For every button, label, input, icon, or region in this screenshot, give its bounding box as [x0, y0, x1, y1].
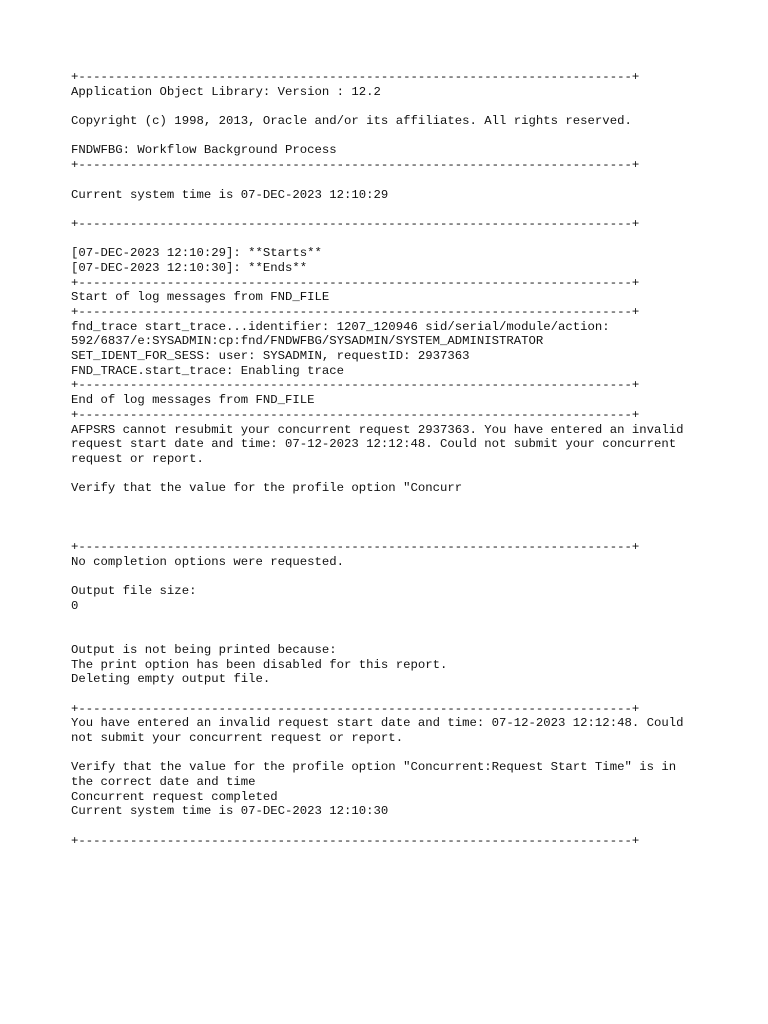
log-line	[71, 129, 731, 144]
log-line: Copyright (c) 1998, 2013, Oracle and/or its affiliates. All rights reserved.	[71, 114, 632, 129]
log-line: +---------------------------------------------------------------------------+	[71, 275, 640, 290]
log-line: 592/6837/e:SYSADMIN:cp:fnd/FNDWFBG/SYSADMIN/SYSTEM_ADMINISTRATOR	[71, 334, 544, 349]
log-line	[71, 819, 731, 834]
log-line	[71, 202, 731, 217]
log-line: +---------------------------------------------------------------------------+	[71, 378, 640, 393]
log-line: Start of log messages from FND_FILE	[71, 290, 330, 305]
log-line: 0	[71, 598, 79, 613]
log-line: No completion options were requested.	[71, 554, 345, 569]
log-line: +---------------------------------------------------------------------------+	[71, 833, 640, 848]
log-line: Current system time is 07-DEC-2023 12:10:29	[71, 187, 389, 202]
log-line: +---------------------------------------------------------------------------+	[71, 70, 640, 84]
log-line: +---------------------------------------------------------------------------+	[71, 540, 640, 554]
log-line	[71, 99, 731, 114]
log-line: [07-DEC-2023 12:10:30]: **Ends**	[71, 260, 308, 275]
log-line: +---------------------------------------------------------------------------+	[71, 216, 640, 231]
log-line: +---------------------------------------------------------------------------+	[71, 701, 640, 716]
log-line: +---------------------------------------------------------------------------+	[71, 407, 640, 422]
log-line: Output file size:	[71, 584, 197, 599]
log-line: Output is not being printed because:	[71, 642, 337, 657]
log-line: Deleting empty output file.	[71, 672, 271, 687]
log-line	[71, 687, 731, 702]
log-line	[71, 525, 731, 540]
log-line: The print option has been disabled for this report.	[71, 657, 448, 672]
log-line: You have entered an invalid request start date and time: 07-12-2023 12:12:48. Could	[71, 716, 684, 731]
log-line: request or report.	[71, 451, 204, 466]
log-line	[71, 496, 731, 511]
log-line	[71, 569, 731, 584]
log-line: the correct date and time	[71, 775, 256, 789]
log-line: fnd_trace start_trace...identifier: 1207_120946 sid/serial/module/action:	[71, 319, 610, 334]
log-line	[71, 511, 731, 526]
log-line: Verify that the value for the profile option "Concurr	[71, 481, 463, 496]
log-line: AFPSRS cannot resubmit your concurrent request 2937363. You have entered an invalid	[71, 422, 684, 437]
log-line: FND_TRACE.start_trace: Enabling trace	[71, 363, 345, 378]
log-line: Concurrent request completed	[71, 789, 278, 804]
log-output	[71, 70, 731, 848]
log-line: request start date and time: 07-12-2023 12:12:48. Could not submit your concurrent	[71, 437, 677, 452]
log-line: End of log messages from FND_FILE	[71, 393, 315, 408]
log-line: [07-DEC-2023 12:10:29]: **Starts**	[71, 246, 322, 261]
log-line: Verify that the value for the profile option "Concurrent:Request Start Time" is in	[71, 760, 677, 775]
log-line	[71, 613, 731, 628]
log-line: FNDWFBG: Workflow Background Process	[71, 143, 337, 158]
log-line: not submit your concurrent request or report.	[71, 730, 404, 745]
log-line	[71, 173, 731, 188]
log-line: +---------------------------------------------------------------------------+	[71, 158, 640, 173]
log-line: SET_IDENT_FOR_SESS: user: SYSADMIN, requestID: 2937363	[71, 349, 470, 364]
log-line: +---------------------------------------------------------------------------+	[71, 305, 640, 319]
log-line: Application Object Library: Version : 12.2	[71, 84, 381, 99]
log-line	[71, 467, 731, 482]
log-line	[71, 628, 731, 643]
log-line	[71, 746, 731, 761]
log-line: Current system time is 07-DEC-2023 12:10:30	[71, 804, 389, 819]
log-line	[71, 232, 731, 247]
